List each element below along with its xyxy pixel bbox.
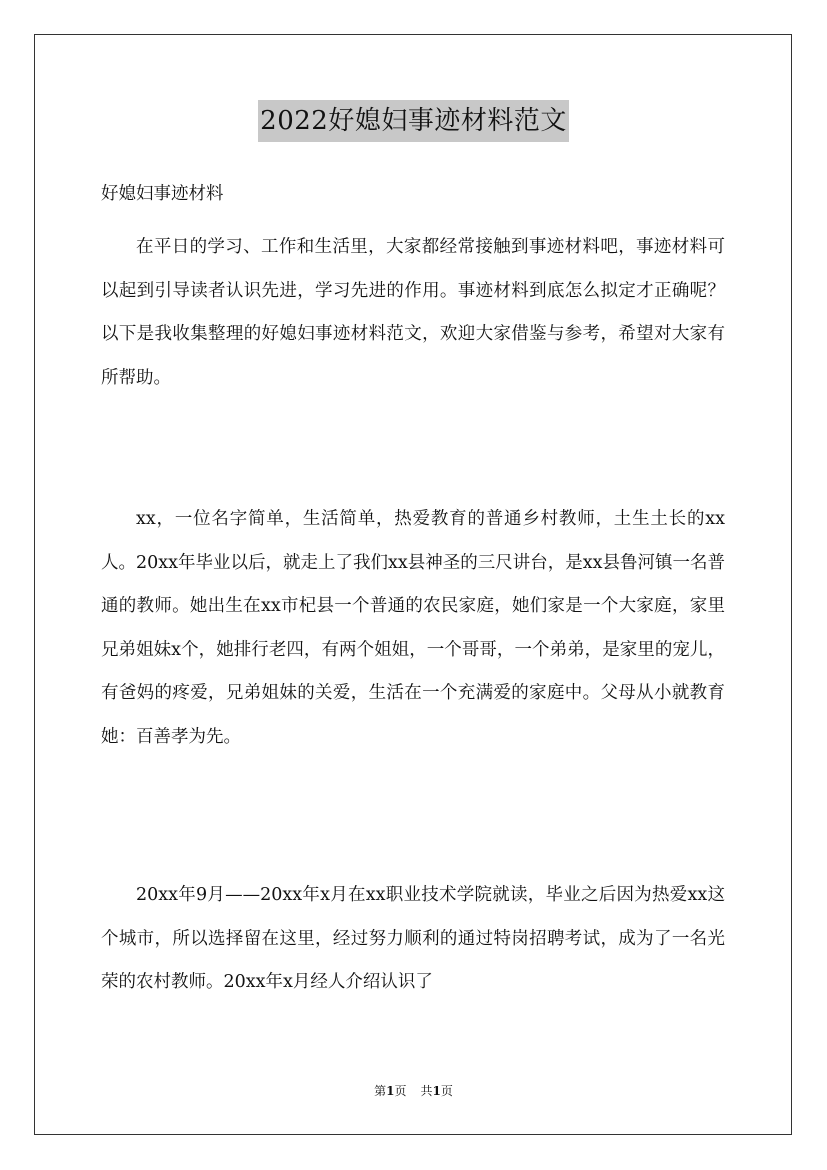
footer-page-suffix: 页 [394, 1084, 407, 1098]
document-title: 2022好媳妇事迹材料范文 [258, 100, 569, 142]
document-subtitle: 好媳妇事迹材料 [101, 184, 224, 204]
page-footer [0, 1082, 827, 1100]
footer-page-number: 1 [386, 1084, 395, 1098]
title-container [0, 100, 827, 142]
paragraph-background: xx，一位名字简单，生活简单，热爱教育的普通乡村教师，土生土长的xx人。20xx年毕业以后，就走上了我们xx县神圣的三尺讲台，是xx县鲁河镇一名普通的教师。她出生在xx市杞县一个普通的农民家庭，她们家是一个大家庭，家里兄弟姐妹x个，她排行老四，有两个姐姐，一个哥哥，一个弟弟，是家里的宠儿，有爸妈的疼爱，兄弟姐妹的关爱，生活在一个充满爱的家庭中。父母从小就教育她：百善孝为先。 [101, 509, 725, 747]
footer-page-prefix: 第 [374, 1084, 387, 1098]
footer-total-prefix: 共 [420, 1084, 433, 1098]
footer-total-pages: 1 [432, 1084, 441, 1098]
footer-total-suffix: 页 [440, 1084, 453, 1098]
paragraph-intro: 在平日的学习、工作和生活里，大家都经常接触到事迹材料吧，事迹材料可以起到引导读者认识先进，学习先进的作用。事迹材料到底怎么拟定才正确呢？以下是我收集整理的好媳妇事迹材料范文，欢迎大家借鉴与参考，希望对大家有所帮助。 [101, 237, 725, 388]
paragraph-career: 20xx年9月——20xx年x月在xx职业技术学院就读，毕业之后因为热爱xx这个城市，所以选择留在这里，经过努力顺利的通过特岗招聘考试，成为了一名光荣的农村教师。20xx年x月经人介绍认识了 [101, 885, 725, 992]
